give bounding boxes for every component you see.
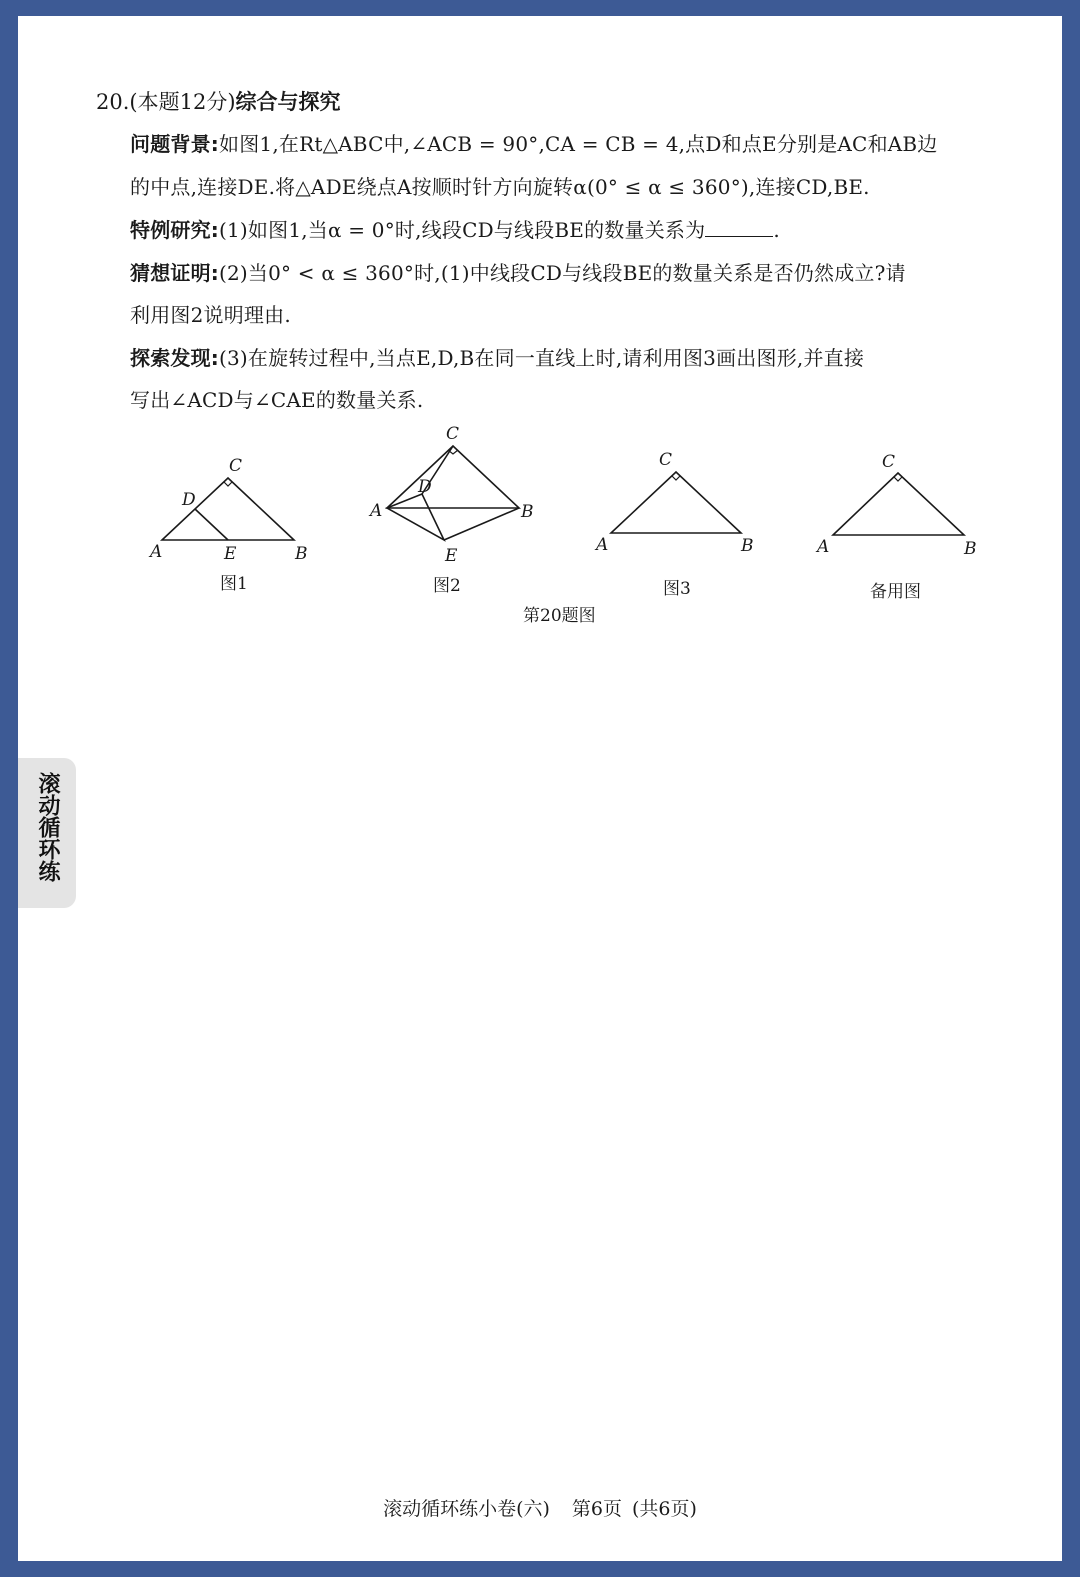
fig1-label-e: E <box>224 544 237 564</box>
fig3-label-a: A <box>596 535 609 555</box>
fig3-caption: 图3 <box>663 579 691 599</box>
question-points: (本题12分) <box>129 90 236 114</box>
fig2-caption: 图2 <box>433 576 461 596</box>
figure-3-diagram <box>611 472 741 533</box>
background-text-1: 如图1,在Rt△ABC中,∠ACB = 90°,CA = CB = 4,点D和点E分别是AC和AB边 <box>219 132 938 156</box>
fig1-label-c: C <box>229 456 243 476</box>
explore-label: 探索发现: <box>130 346 219 370</box>
footer-title: 滚动循环练小卷(六) <box>383 1498 550 1520</box>
spare-figure-diagram <box>833 473 964 535</box>
fig1-label-d: D <box>182 490 196 510</box>
fig2-label-d: D <box>418 477 432 497</box>
question-topic: 综合与探究 <box>235 90 341 114</box>
fig2-label-a: A <box>370 501 383 521</box>
exam-page <box>18 16 1062 1561</box>
fig2-label-e: E <box>445 546 458 566</box>
fig1-caption: 图1 <box>220 574 248 594</box>
side-tab-label: 滚动循环练 <box>35 772 60 882</box>
fig2-label-b: B <box>521 502 534 522</box>
spare-label-b: B <box>964 539 977 559</box>
background-label: 问题背景: <box>130 132 219 156</box>
footer-page: 第6页 <box>571 1498 622 1520</box>
spare-caption: 备用图 <box>870 582 921 602</box>
special-end: . <box>773 218 780 242</box>
group-caption: 第20题图 <box>523 606 596 626</box>
explore-text-2: 写出∠ACD与∠CAE的数量关系. <box>130 388 424 412</box>
footer-total: (共6页) <box>632 1498 697 1520</box>
spare-label-c: C <box>882 452 896 472</box>
spare-label-a: A <box>817 537 830 557</box>
special-text: (1)如图1,当α = 0°时,线段CD与线段BE的数量关系为 <box>219 218 706 242</box>
side-tab <box>18 758 76 908</box>
background-text-2: 的中点,连接DE.将△ADE绕点A按顺时针方向旋转α(0° ≤ α ≤ 360°),连接CD,BE. <box>130 175 870 199</box>
figure-group <box>18 16 1062 636</box>
page-footer <box>18 1494 1062 1521</box>
fig3-label-c: C <box>659 450 673 470</box>
fig2-label-c: C <box>446 424 460 444</box>
fig1-label-a: A <box>150 542 163 562</box>
figure-2-diagram <box>387 446 519 540</box>
fig1-label-b: B <box>295 544 308 564</box>
conjecture-label: 猜想证明: <box>130 261 219 285</box>
explore-text-1: (3)在旋转过程中,当点E,D,B在同一直线上时,请利用图3画出图形,并直接 <box>219 346 865 370</box>
fig3-label-b: B <box>741 536 754 556</box>
conjecture-text-1: (2)当0° < α ≤ 360°时,(1)中线段CD与线段BE的数量关系是否仍然成立?请 <box>219 261 906 285</box>
question-number: 20. <box>96 90 130 114</box>
special-label: 特例研究: <box>130 218 219 242</box>
conjecture-text-2: 利用图2说明理由. <box>130 303 291 327</box>
